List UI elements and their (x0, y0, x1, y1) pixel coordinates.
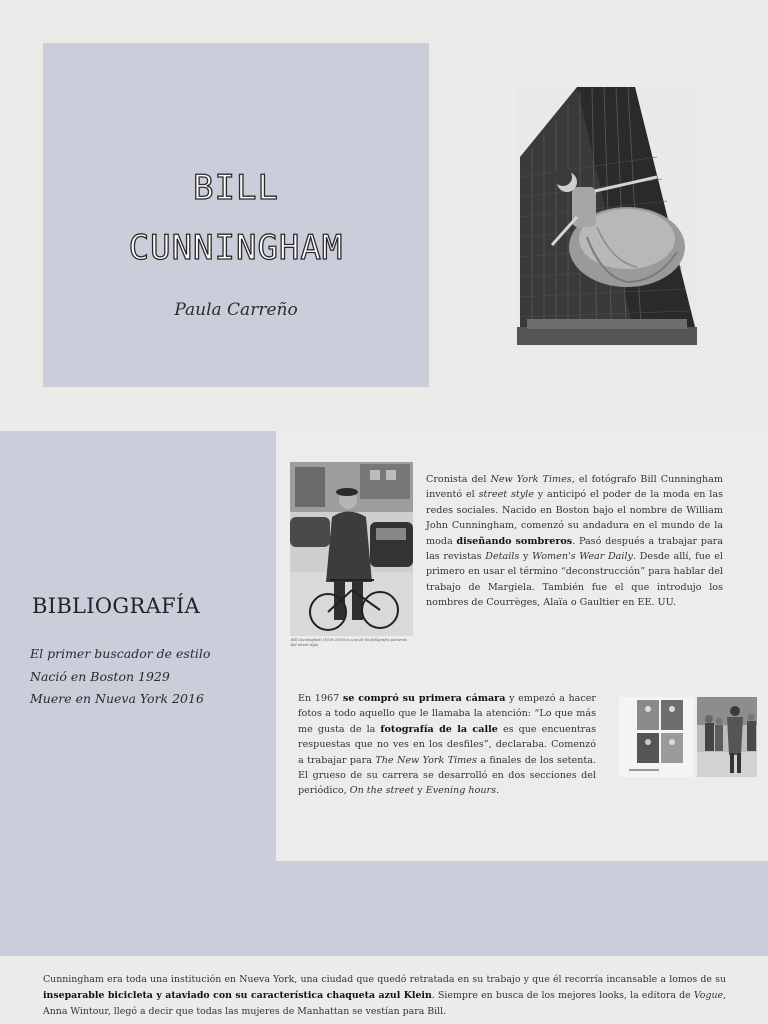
text-run: y (414, 785, 426, 797)
text-run: y anticipó el poder de la moda en las redes sociales. Nacido en Boston bajo el nombre de William John Cunningham, comenzó su andadura en el mundo de la moda (426, 489, 724, 547)
portrait-caption: Bill Cunningham (1929-2016) es uno de los fotógrafos pioneros del street style. (291, 638, 407, 648)
bold-text-run: fotografía de la calle (380, 723, 498, 735)
bold-text-run: inseparable bicicleta y ataviado con su característica chaqueta azul Klein (43, 990, 432, 1001)
text-run: a finales de los setenta. El grueso de su carrera se desarrolló en dos secciones del periódico, (298, 754, 596, 797)
text-run: , el fotógrafo Bill Cunningham inventó el (426, 474, 723, 501)
portrait-photo (290, 462, 413, 636)
italic-text-run: Vogue (693, 990, 724, 1001)
footer-paragraph (43, 972, 726, 1020)
text-run: , Anna Wintour, llegó a decir que todas las mujeres de Manhattan se vestían para Bill. (43, 990, 727, 1017)
bio-heading: BIBLIOGRAFÍA (32, 594, 201, 618)
text-run: . Siempre en busca de los mejores looks, la editora de (431, 990, 694, 1001)
text-run: . (496, 785, 500, 797)
bio-fact: Nació en Boston 1929 (30, 668, 170, 684)
bio-panel-bottom-strip (0, 861, 768, 956)
bio-fact: Muere en Nueva York 2016 (30, 691, 204, 706)
street-photo (697, 697, 757, 777)
italic-text-run: On the street (349, 785, 415, 797)
text-run: En 1967 (298, 693, 343, 704)
bio-fact: El primer buscador de estilo (30, 646, 211, 661)
italic-text-run: Women's Wear Daily (532, 551, 633, 563)
article-paragraph-2 (298, 691, 596, 799)
bold-text-run: se compró su primera cámara (342, 693, 506, 704)
author-name: Paula Carreño (174, 300, 298, 320)
collage-photo (619, 697, 694, 777)
text-run: es que encuentras respuestas que no ves en los desfiles”, declaraba. Comenzó a trabajar para (298, 723, 596, 766)
bold-text-run: diseñando sombreros (456, 535, 573, 547)
text-run: Cronista del (426, 474, 491, 485)
text-run: y empezó a hacer fotos a todo aquello que le llamaba la atención: “Lo que más me gusta de la (298, 693, 596, 735)
text-run: . Pasó después a trabajar para las revistas (426, 535, 723, 563)
hero-photo (517, 87, 697, 345)
cover-title-line-1: BILL (193, 168, 279, 208)
bio-facts-list (30, 643, 210, 711)
article-paragraph-1 (426, 472, 723, 611)
cover-title-panel (43, 43, 429, 387)
text-run: . Desde allí, fue el primero en usar el término “deconstrucción” para hablar del trabajo de Margiela. También fue el que introdujo los nombres de Courrèges, Alaïa o Gaultier en EE. UU. (426, 551, 723, 609)
hero-photo-frame (517, 87, 697, 345)
italic-text-run: Evening hours (425, 785, 497, 797)
italic-text-run: New York Times (490, 474, 572, 485)
italic-text-run: street style (478, 489, 534, 501)
text-run: Cunningham era toda una institución en Nueva York, una ciudad que quedó retratada en su trabajo y que él recorría incansable a lomos de su (43, 974, 726, 985)
italic-text-run: Details (485, 551, 520, 563)
italic-text-run: The New York Times (375, 754, 477, 766)
cover-title-line-2: CUNNINGHAM (128, 228, 344, 268)
text-run: y (519, 551, 533, 563)
